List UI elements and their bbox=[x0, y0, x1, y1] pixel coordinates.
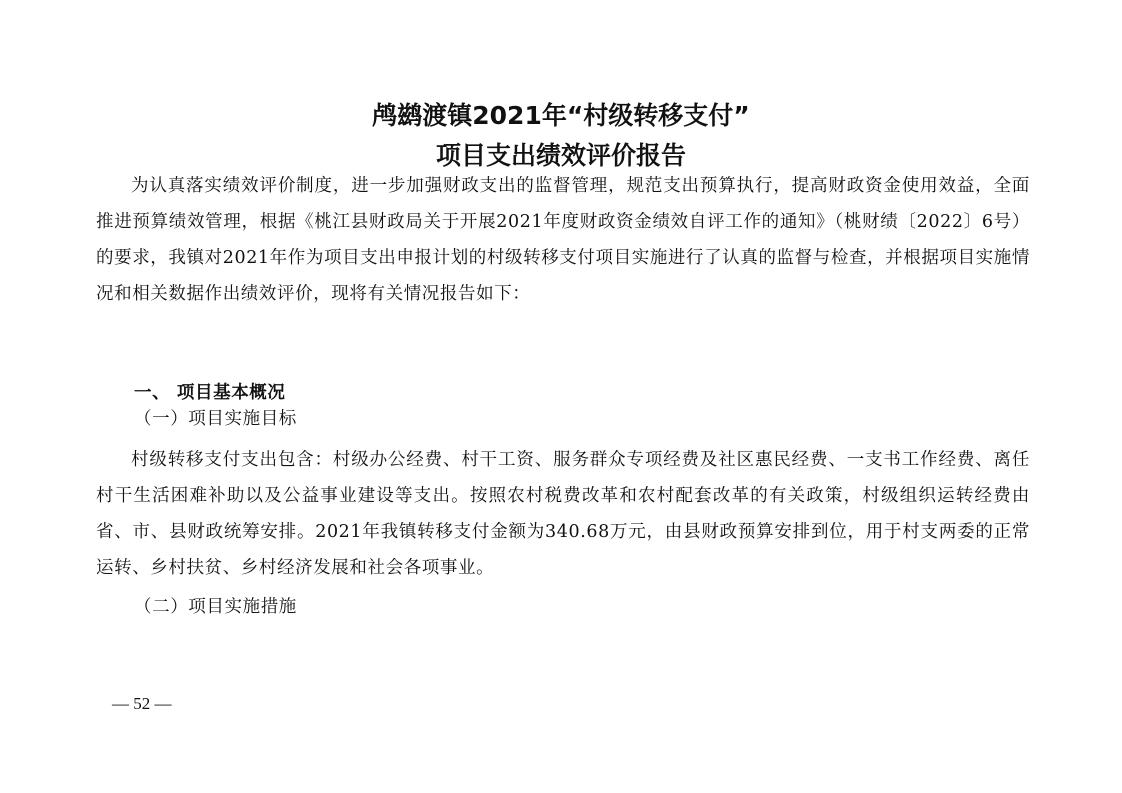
subsection-heading-objectives: （一）项目实施目标 bbox=[134, 409, 297, 429]
page-number: — 52 — bbox=[112, 694, 172, 713]
title-line-1: 鸬鹚渡镇2021年“村级转移支付” bbox=[372, 101, 750, 130]
subsection-heading-measures: （二）项目实施措施 bbox=[134, 597, 297, 617]
intro-paragraph: 为认真落实绩效评价制度，进一步加强财政支出的监督管理，规范支出预算执行，提高财政资金使用效益，全面推进预算绩效管理，根据《桃江县财政局关于开展2021年度财政资金绩效自评工作的通知》（桃财绩〔2022〕6号）的要求，我镇对2021年作为项目支出申报计划的村级转移支付项目实施进行了认真的监督与检查，并根据项目实施情况和相关数据作出绩效评价，现将有关情况报告如下： bbox=[96, 176, 1030, 304]
document-title bbox=[0, 96, 1122, 176]
objectives-section bbox=[96, 442, 1030, 586]
objectives-paragraph: 村级转移支付支出包含：村级办公经费、村干工资、服务群众专项经费及社区惠民经费、一支书工作经费、离任村干生活困难补助以及公益事业建设等支出。按照农村税费改革和农村配套改革的有关政策，村级组织运转经费由省、市、县财政统筹安排。2021年我镇转移支付金额为340.68万元，由县财政预算安排到位，用于村支两委的正常运转、乡村扶贫、乡村经济发展和社会各项事业。 bbox=[96, 450, 1030, 578]
section-heading-project-overview: 一、 项目基本概况 bbox=[134, 383, 286, 403]
title-line-2: 项目支出绩效评价报告 bbox=[435, 141, 686, 170]
intro-section bbox=[96, 168, 1030, 312]
